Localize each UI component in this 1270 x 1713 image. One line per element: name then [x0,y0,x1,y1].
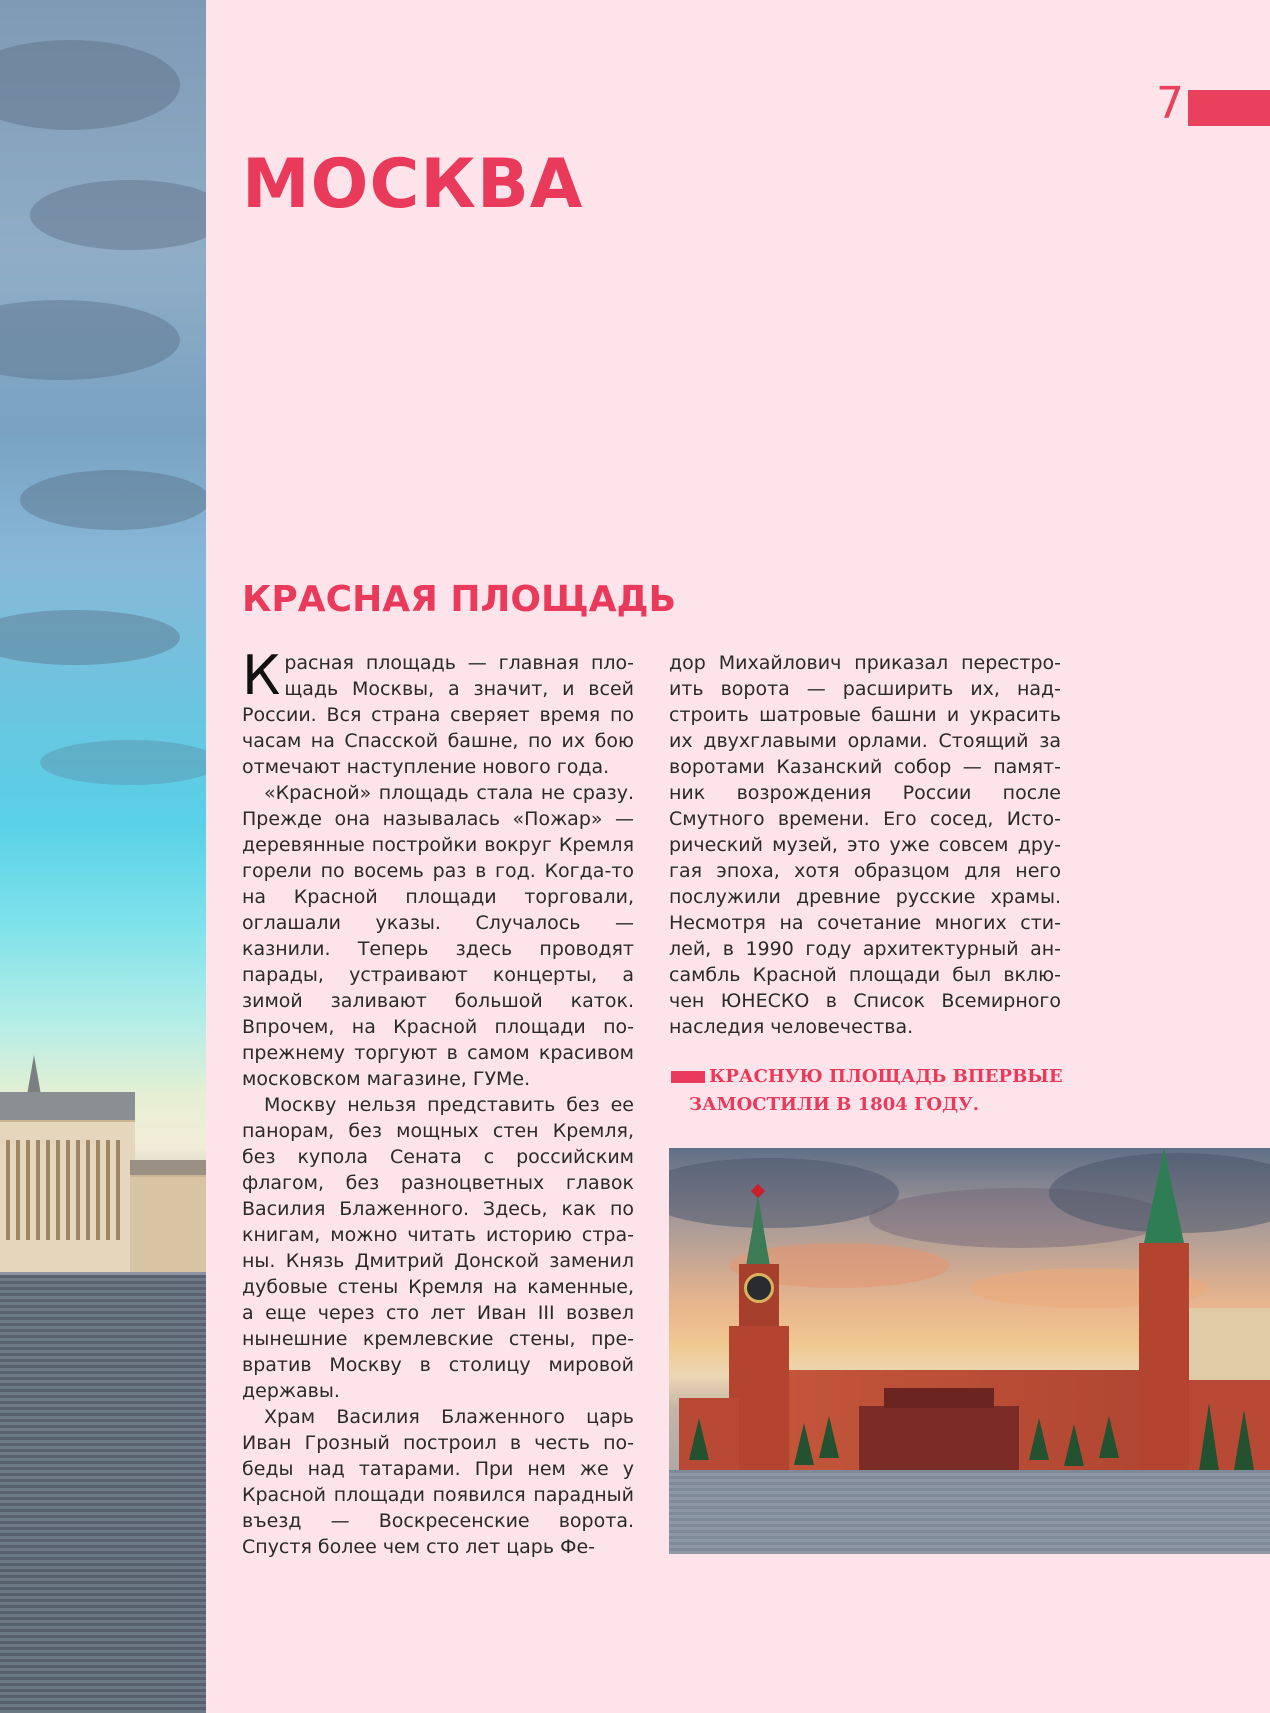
paragraph: Храм Василия Блаженного царь Иван Грозный построил в честь победы над татарами. При нем же у Красной площади появился парадный въезд — Воскресенские ворота. Спустя более чем сто лет царь Фе- [242,1406,634,1558]
cloud [669,1158,899,1228]
paving-stones [0,1275,206,1713]
paragraph: дор Михайлович приказал перестроить ворота — расширить их, надстроить шатровые башни и украсить их двухглавыми орлами. Стоящий за воротами Казанский собор — памятник возрождения России после Смутного времени. Его сосед, Исторический музей, это уже совсем другая эпоха, хотя образцом для него послужили древние русские храмы. Несмотря на сочетание многих стилей, в 1990 году архитектурный ансамбль Красной площади был включен ЮНЕСКО в Список Всемирного наследия человечества. [669,652,1061,1038]
text-column-right [669,650,1061,1040]
cloud [20,470,206,530]
building-spire [27,1055,41,1095]
fir-tree [1099,1416,1119,1458]
fir-tree [689,1418,709,1460]
fir-tree [1234,1410,1254,1470]
cloud [0,40,180,130]
paragraph: Москву нельзя представить без ее панорам, без мощных стен Кремля, без купола Сената с российским флагом, без разноцветных главок Василия Блаженного. Здесь, как по книгам, можно читать историю страны. Князь Дмитрий Донской заменил дубовые стены Кремля на каменные, а еще через сто лет Иван III возвел нынешние кремлевские стены, превратив Москву в столицу мировой державы. [242,1094,634,1402]
kremlin-wall [679,1398,739,1473]
paragraph-text: расная площадь — главная площадь Москвы, а значит, и всей России. Вся страна сверяет время по часам на Спасской башне, по их бою отмечают наступление нового года. [242,652,634,778]
building [130,1175,206,1272]
fir-tree [1199,1403,1219,1471]
mausoleum-top [884,1388,994,1408]
paragraph: «Красной» площадь стала не сразу. Прежде она называлась «Пожар» — деревянные постройки вокруг Кремля горели по восемь раз в год. Когда-то на Красной площади торговали, оглашали указы. Случалось — казнили. Теперь здесь проводят парады, устраивают концерты, а зимой заливают большой каток. Впрочем, на Красной площади по-прежнему торгуют в самом красивом московском магазине, ГУМе. [242,782,634,1090]
fir-tree [794,1423,814,1465]
square-paving [669,1470,1270,1554]
text-column-left [242,644,634,1560]
page-number-bar [1188,90,1270,126]
kremlin-clock [744,1273,774,1303]
cloud [0,300,180,380]
mausoleum [859,1406,1019,1470]
fir-tree [1064,1424,1084,1466]
paragraph [242,644,634,780]
tower-spire [1144,1148,1184,1243]
side-photo-moscow-panorama [0,0,206,1713]
page-title: МОСКВА [242,145,584,224]
cloud [0,610,180,665]
kremlin-tower [1139,1243,1189,1473]
page-number: 7 [1156,78,1184,129]
cloud [30,180,206,250]
tower-spire [746,1196,770,1266]
building-windows [6,1140,126,1240]
callout-text: КРАСНУЮ ПЛОЩАДЬ ВПЕРВЫЕ ЗАМОСТИЛИ В 1804 ГОДУ. [689,1066,1063,1115]
red-square-photo [669,1148,1270,1554]
fir-tree [819,1416,839,1458]
drop-cap: К [242,644,281,707]
cloud [40,740,206,785]
fir-tree [1029,1418,1049,1460]
section-title: КРАСНАЯ ПЛОЩАДЬ [242,579,677,620]
building-roof [0,1092,135,1122]
